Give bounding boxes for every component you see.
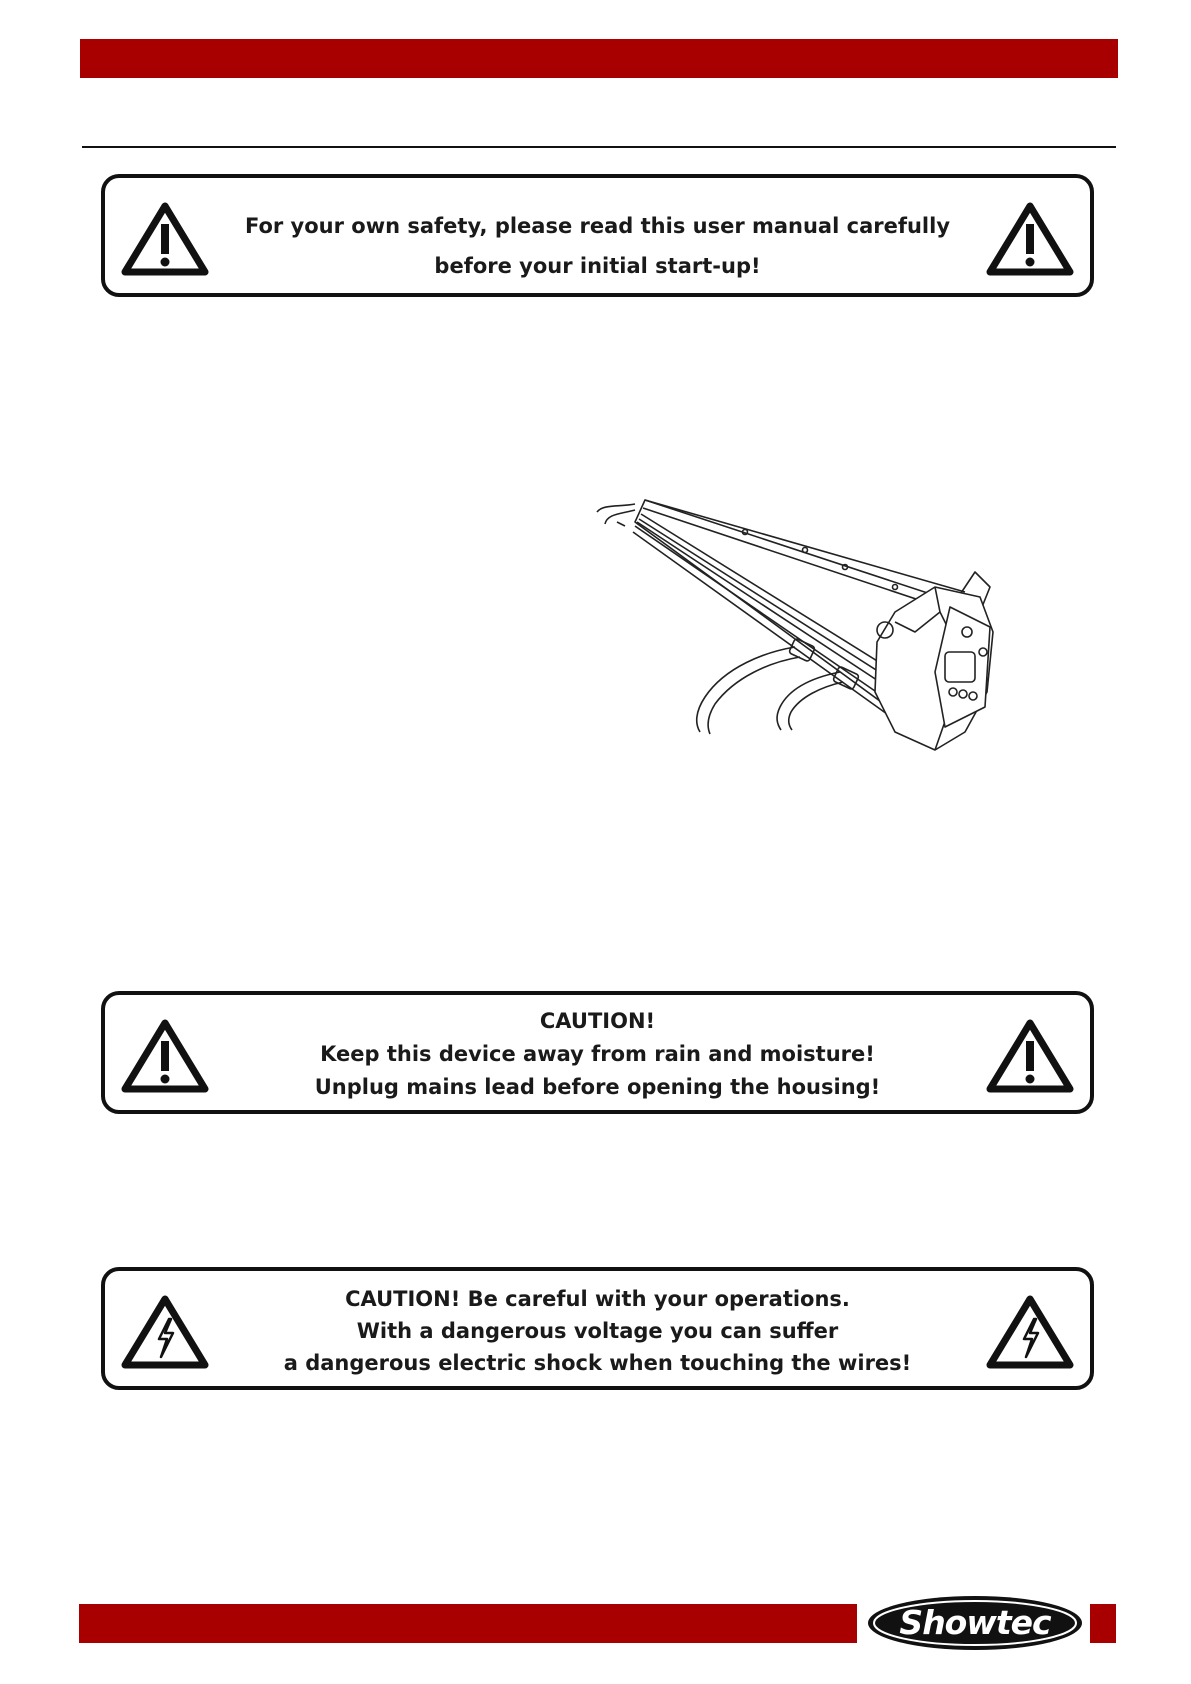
header-bar bbox=[80, 39, 1118, 78]
led-bar-illustration bbox=[595, 492, 1080, 797]
brand-name: Showtec bbox=[899, 1603, 1051, 1642]
moisture-caution-box bbox=[101, 991, 1094, 1114]
footer-bar bbox=[79, 1604, 857, 1643]
safety-notice-line: before your initial start-up! bbox=[434, 254, 761, 278]
caution-heading: CAUTION! Be careful with your operations. bbox=[345, 1287, 850, 1311]
voltage-caution-box bbox=[101, 1267, 1094, 1390]
header-rule bbox=[82, 146, 1116, 148]
showtec-logo bbox=[866, 1594, 1084, 1652]
high-voltage-icon bbox=[984, 1293, 1076, 1371]
caution-line: a dangerous electric shock when touching the wires! bbox=[283, 1351, 912, 1375]
safety-notice-line: For your own safety, please read this user manual carefully bbox=[244, 214, 951, 238]
safety-notice-box bbox=[101, 174, 1094, 297]
warning-triangle-icon bbox=[119, 200, 211, 278]
caution-line: Keep this device away from rain and moisture! bbox=[320, 1042, 875, 1066]
high-voltage-icon bbox=[119, 1293, 211, 1371]
footer-bar-end bbox=[1090, 1604, 1116, 1643]
warning-triangle-icon bbox=[984, 200, 1076, 278]
caution-line: Unplug mains lead before opening the housing! bbox=[314, 1075, 881, 1099]
warning-triangle-icon bbox=[984, 1017, 1076, 1095]
caution-line: With a dangerous voltage you can suffer bbox=[356, 1319, 839, 1343]
warning-triangle-icon bbox=[119, 1017, 211, 1095]
voltage-caution-text bbox=[225, 1283, 970, 1379]
moisture-caution-text bbox=[225, 1005, 970, 1104]
safety-notice-text bbox=[225, 206, 970, 286]
caution-heading: CAUTION! bbox=[539, 1009, 656, 1033]
